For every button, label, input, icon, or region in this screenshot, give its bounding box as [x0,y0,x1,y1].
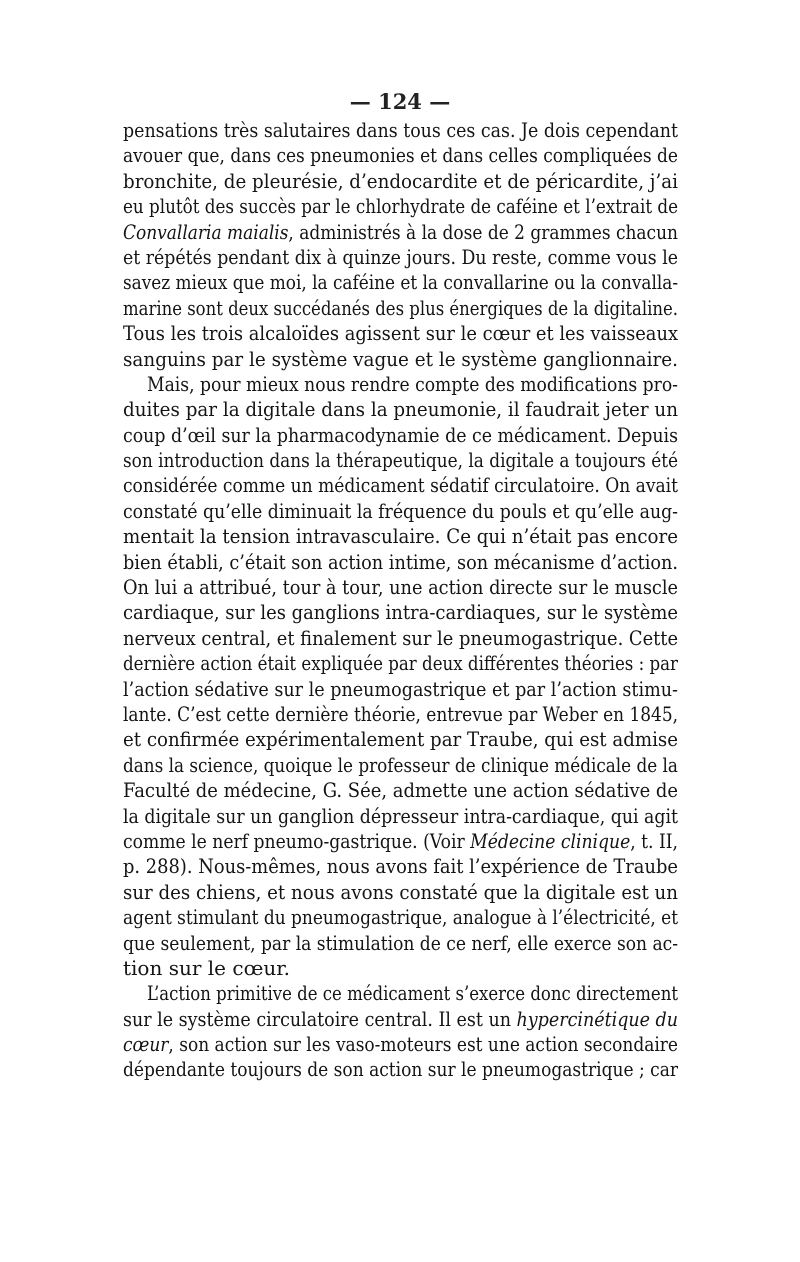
text-line-content [123,118,678,143]
text-line [123,194,678,219]
text-run: dans la science, quoique le professeur de clinique médicale de la [123,752,678,777]
text-line [123,677,678,702]
text-line-content [123,626,678,651]
text-line [123,804,678,829]
page-number: — 124 — [349,89,451,114]
text-run: marine sont deux succédanés des plus énergiques de la digitaline. [123,295,678,320]
text-line [123,753,678,778]
text-line [123,702,678,727]
text-run: sanguins par le système vague et le système ganglionnaire. [123,346,678,371]
text-line [123,981,678,1006]
text-line [123,1057,678,1082]
text-line-content [123,1057,678,1082]
text-line [123,397,678,422]
text-line [123,575,678,600]
text-run: comme le nerf pneumo-gastrique. (Voir [123,828,471,853]
text-line-content [123,397,678,422]
text-line-content [123,829,678,854]
text-line-content [123,347,678,372]
text-line-content [123,905,678,930]
text-line [123,296,678,321]
text-line-content [123,575,678,600]
text-line-content [123,194,678,219]
text-line [123,1032,678,1057]
text-line [123,956,678,981]
text-line-content [123,956,290,981]
text-line-content [123,880,678,905]
italic-text: Médecine clinique [470,828,631,853]
text-run: , t. II, [630,828,679,853]
text-run: duites par la digitale dans la pneumonie, il faudrait jeter un [123,397,678,422]
text-run: mentait la tension intravasculaire. Ce qui n’était pas encore [123,524,678,549]
text-run: coup d’œil sur la pharmacodynamie de ce médicament. Depuis [123,422,679,447]
text-line-content [123,778,678,803]
text-run: agent stimulant du pneumogastrique, analogue à l’électricité, et [123,905,679,930]
text-line-content [123,677,678,702]
text-line-content [123,753,678,778]
text-line [123,778,678,803]
text-run: Tous les trois alcaloïdes agissent sur le cœur et les vaisseaux [123,321,679,346]
text-run: sur le système circulatoire central. Il est un [123,1006,517,1031]
text-line [123,423,678,448]
text-run: p. 288). Nous-mêmes, nous avons fait l’expérience de Traube [123,854,678,879]
text-line [123,347,678,372]
text-run: On lui a attribué, tour à tour, une action directe sur le muscle [123,575,679,600]
text-line-content [123,854,678,879]
text-line-content [123,524,678,549]
text-run: savez mieux que moi, la caféine et la convallarine ou la convalla- [123,270,679,295]
text-run: constaté qu’elle diminuait la fréquence du pouls et qu’elle aug- [123,498,679,523]
text-run: et confirmée expérimentalement par Traube, qui est admise [123,727,678,752]
text-run: bronchite, de pleurésie, d’endocardite et de péricardite, j’ai [123,168,679,193]
text-line [123,143,678,168]
text-run: eu plutôt des succès par le chlorhydrate de caféine et l’extrait de [123,194,679,219]
text-line [123,321,678,346]
text-line [123,169,678,194]
text-run: tion sur le cœur. [123,955,290,980]
text-line-content [123,804,678,829]
text-run: nerveux central, et finalement sur le pneumogastrique. Cette [123,625,679,650]
text-line-content [123,220,678,245]
text-line [123,524,678,549]
text-run: l’action sédative sur le pneumogastrique et par l’action stimu- [123,676,678,701]
text-line [123,1007,678,1032]
text-line-content [123,169,678,194]
text-line-content [123,651,678,676]
text-line-content [147,372,678,397]
body-text [123,118,678,1083]
text-line-content [123,1007,678,1032]
text-line-content [123,702,678,727]
text-line [123,372,678,397]
text-line-content [123,448,678,473]
text-line-content [123,423,678,448]
text-line [123,626,678,651]
text-line-content [123,143,678,168]
text-line [123,651,678,676]
text-run: , administrés à la dose de 2 grammes chacun [288,219,678,244]
text-run: pensations très salutaires dans tous ces cas. Je dois cependant [123,118,679,142]
text-run: Faculté de médecine, G. Sée, admette une action sédative de [123,778,679,803]
text-line [123,880,678,905]
text-run: la digitale sur un ganglion dépresseur intra-cardiaque, qui agit [123,803,678,828]
text-line [123,931,678,956]
text-line-content [123,245,678,270]
text-line [123,499,678,524]
italic-text: hypercinétique du [516,1006,679,1031]
italic-text: cœur [123,1032,169,1057]
text-run: son introduction dans la thérapeutique, la digitale a toujours été [123,448,679,473]
italic-text: Convallaria maialis [123,219,289,244]
text-run: L’action primitive de ce médicament s’exerce donc directement [147,981,678,1006]
text-run: lante. C’est cette dernière théorie, entrevue par Weber en 1845, [123,701,679,726]
text-line-content [123,499,678,524]
text-line [123,473,678,498]
text-run: considérée comme un médicament sédatif circulatoire. On avait [123,473,678,498]
text-run: cardiaque, sur les ganglions intra-cardiaques, sur le système [123,600,679,625]
text-run: que seulement, par la stimulation de ce nerf, elle exerce son ac- [123,930,679,955]
text-line [123,550,678,575]
text-line [123,448,678,473]
text-line [123,829,678,854]
text-line-content [123,600,678,625]
text-run: sur des chiens, et nous avons constaté que la digitale est un [123,879,678,904]
text-run: Mais, pour mieux nous rendre compte des modifications pro- [147,371,678,396]
text-line [123,270,678,295]
text-line [123,118,678,143]
text-line-content [123,473,678,498]
text-line [123,245,678,270]
text-line-content [123,727,678,752]
text-line-content [123,270,678,295]
text-line-content [123,321,678,346]
text-run: et répétés pendant dix à quinze jours. Du reste, comme vous le [123,244,678,269]
text-line [123,600,678,625]
text-run: dépendante toujours de son action sur le pneumogastrique ; car [123,1057,679,1082]
text-line-content [123,931,678,956]
text-run: bien établi, c’était son action intime, son mécanisme d’action. [123,549,678,574]
text-line [123,727,678,752]
text-line [123,220,678,245]
text-line-content [123,296,678,321]
text-line [123,905,678,930]
text-line-content [147,981,678,1006]
text-line-content [123,550,678,575]
text-line-content [123,1032,678,1057]
text-run: , son action sur les vaso-moteurs est une action secondaire [168,1032,678,1057]
text-line [123,854,678,879]
text-run: dernière action était expliquée par deux différentes théories : par [123,651,679,676]
text-run: avouer que, dans ces pneumonies et dans celles compliquées de [123,143,679,168]
